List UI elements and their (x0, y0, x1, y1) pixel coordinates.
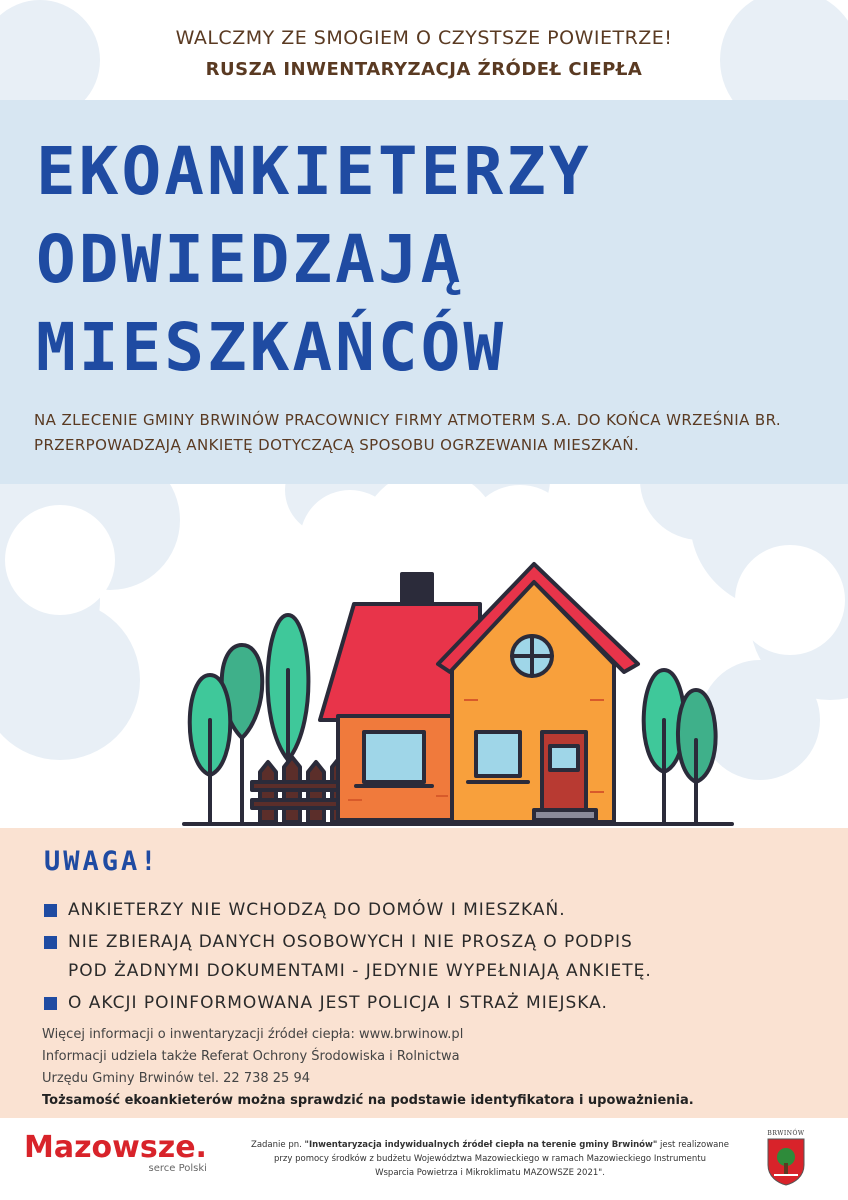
bullet-square-icon (44, 997, 57, 1010)
title-line-2: ODWIEDZAJĄ (36, 221, 464, 298)
logo-subtitle: serce Polski (148, 1163, 207, 1174)
list-item: NIE ZBIERAJĄ DANYCH OSOBOWYCH I NIE PROSZĄ O PODPIS POD ŻADNYMI DOKUMENTAMI - JEDYNIE WYPEŁNIAJĄ ANKIETĘ. (44, 928, 824, 986)
info-website: Więcej informacji o inwentaryzacji źródeł ciepła: www.brwinow.pl (42, 1027, 464, 1042)
intro-line-2: PRZERPOWADZAJĄ ANKIETĘ DOTYCZĄCĄ SPOSOBU OGRZEWANIA MIESZKAŃ. (34, 436, 640, 454)
page-title (36, 128, 816, 392)
brwinow-crest (764, 1130, 808, 1191)
notice-list (44, 896, 824, 1021)
info-phone: Urzędu Gminy Brwinów tel. 22 738 25 94 (42, 1071, 310, 1086)
intro-line-1: NA ZLECENIE GMINY BRWINÓW PRACOWNICY FIRMY ATMOTERM S.A. DO KOŃCA WRZEŚNIA BR. (34, 411, 782, 429)
info-referat: Informacji udziela także Referat Ochrony Środowiska i Rolnictwa (42, 1049, 460, 1064)
contact-info (42, 1024, 822, 1112)
campaign-slogan: WALCZMY ZE SMOGIEM O CZYSTSZE POWIETRZE! (175, 27, 673, 49)
brwinow-crest-icon (764, 1137, 808, 1187)
house-illustration (180, 560, 740, 832)
info-identity: Tożsamość ekoankieterów można sprawdzić na podstawie identyfikatora i upoważnienia. (42, 1093, 694, 1108)
intro-text (34, 408, 834, 458)
header (0, 22, 848, 86)
funding-note: Zadanie pn. "Inwentaryzacja indywidualnych źródeł ciepła na terenie gminy Brwinów" jest realizowane przy pomocy środków z budżetu Województwa Mazowieckiego w ramach Mazowieckiego Instrumentu Wsparcia Powietrza i Mikroklimatu MAZOWSZE 2021". (251, 1140, 729, 1178)
logo-text: Mazowsze. (24, 1130, 207, 1165)
title-line-1: EKOANKIETERZY (36, 133, 592, 210)
mazowsze-logo (24, 1131, 207, 1174)
notice-title: UWAGA! (44, 846, 160, 877)
list-item: O AKCJI POINFORMOWANA JEST POLICJA I STRAŻ MIEJSKA. (44, 989, 824, 1018)
title-line-3: MIESZKAŃCÓW (36, 309, 507, 386)
campaign-subtitle: RUSZA INWENTARYZACJA ŹRÓDEŁ CIEPŁA (205, 59, 643, 80)
crest-label: BRWINÓW (767, 1130, 805, 1137)
list-item: ANKIETERZY NIE WCHODZĄ DO DOMÓW I MIESZKAŃ. (44, 896, 824, 925)
bullet-square-icon (44, 904, 57, 917)
bullet-square-icon (44, 936, 57, 949)
